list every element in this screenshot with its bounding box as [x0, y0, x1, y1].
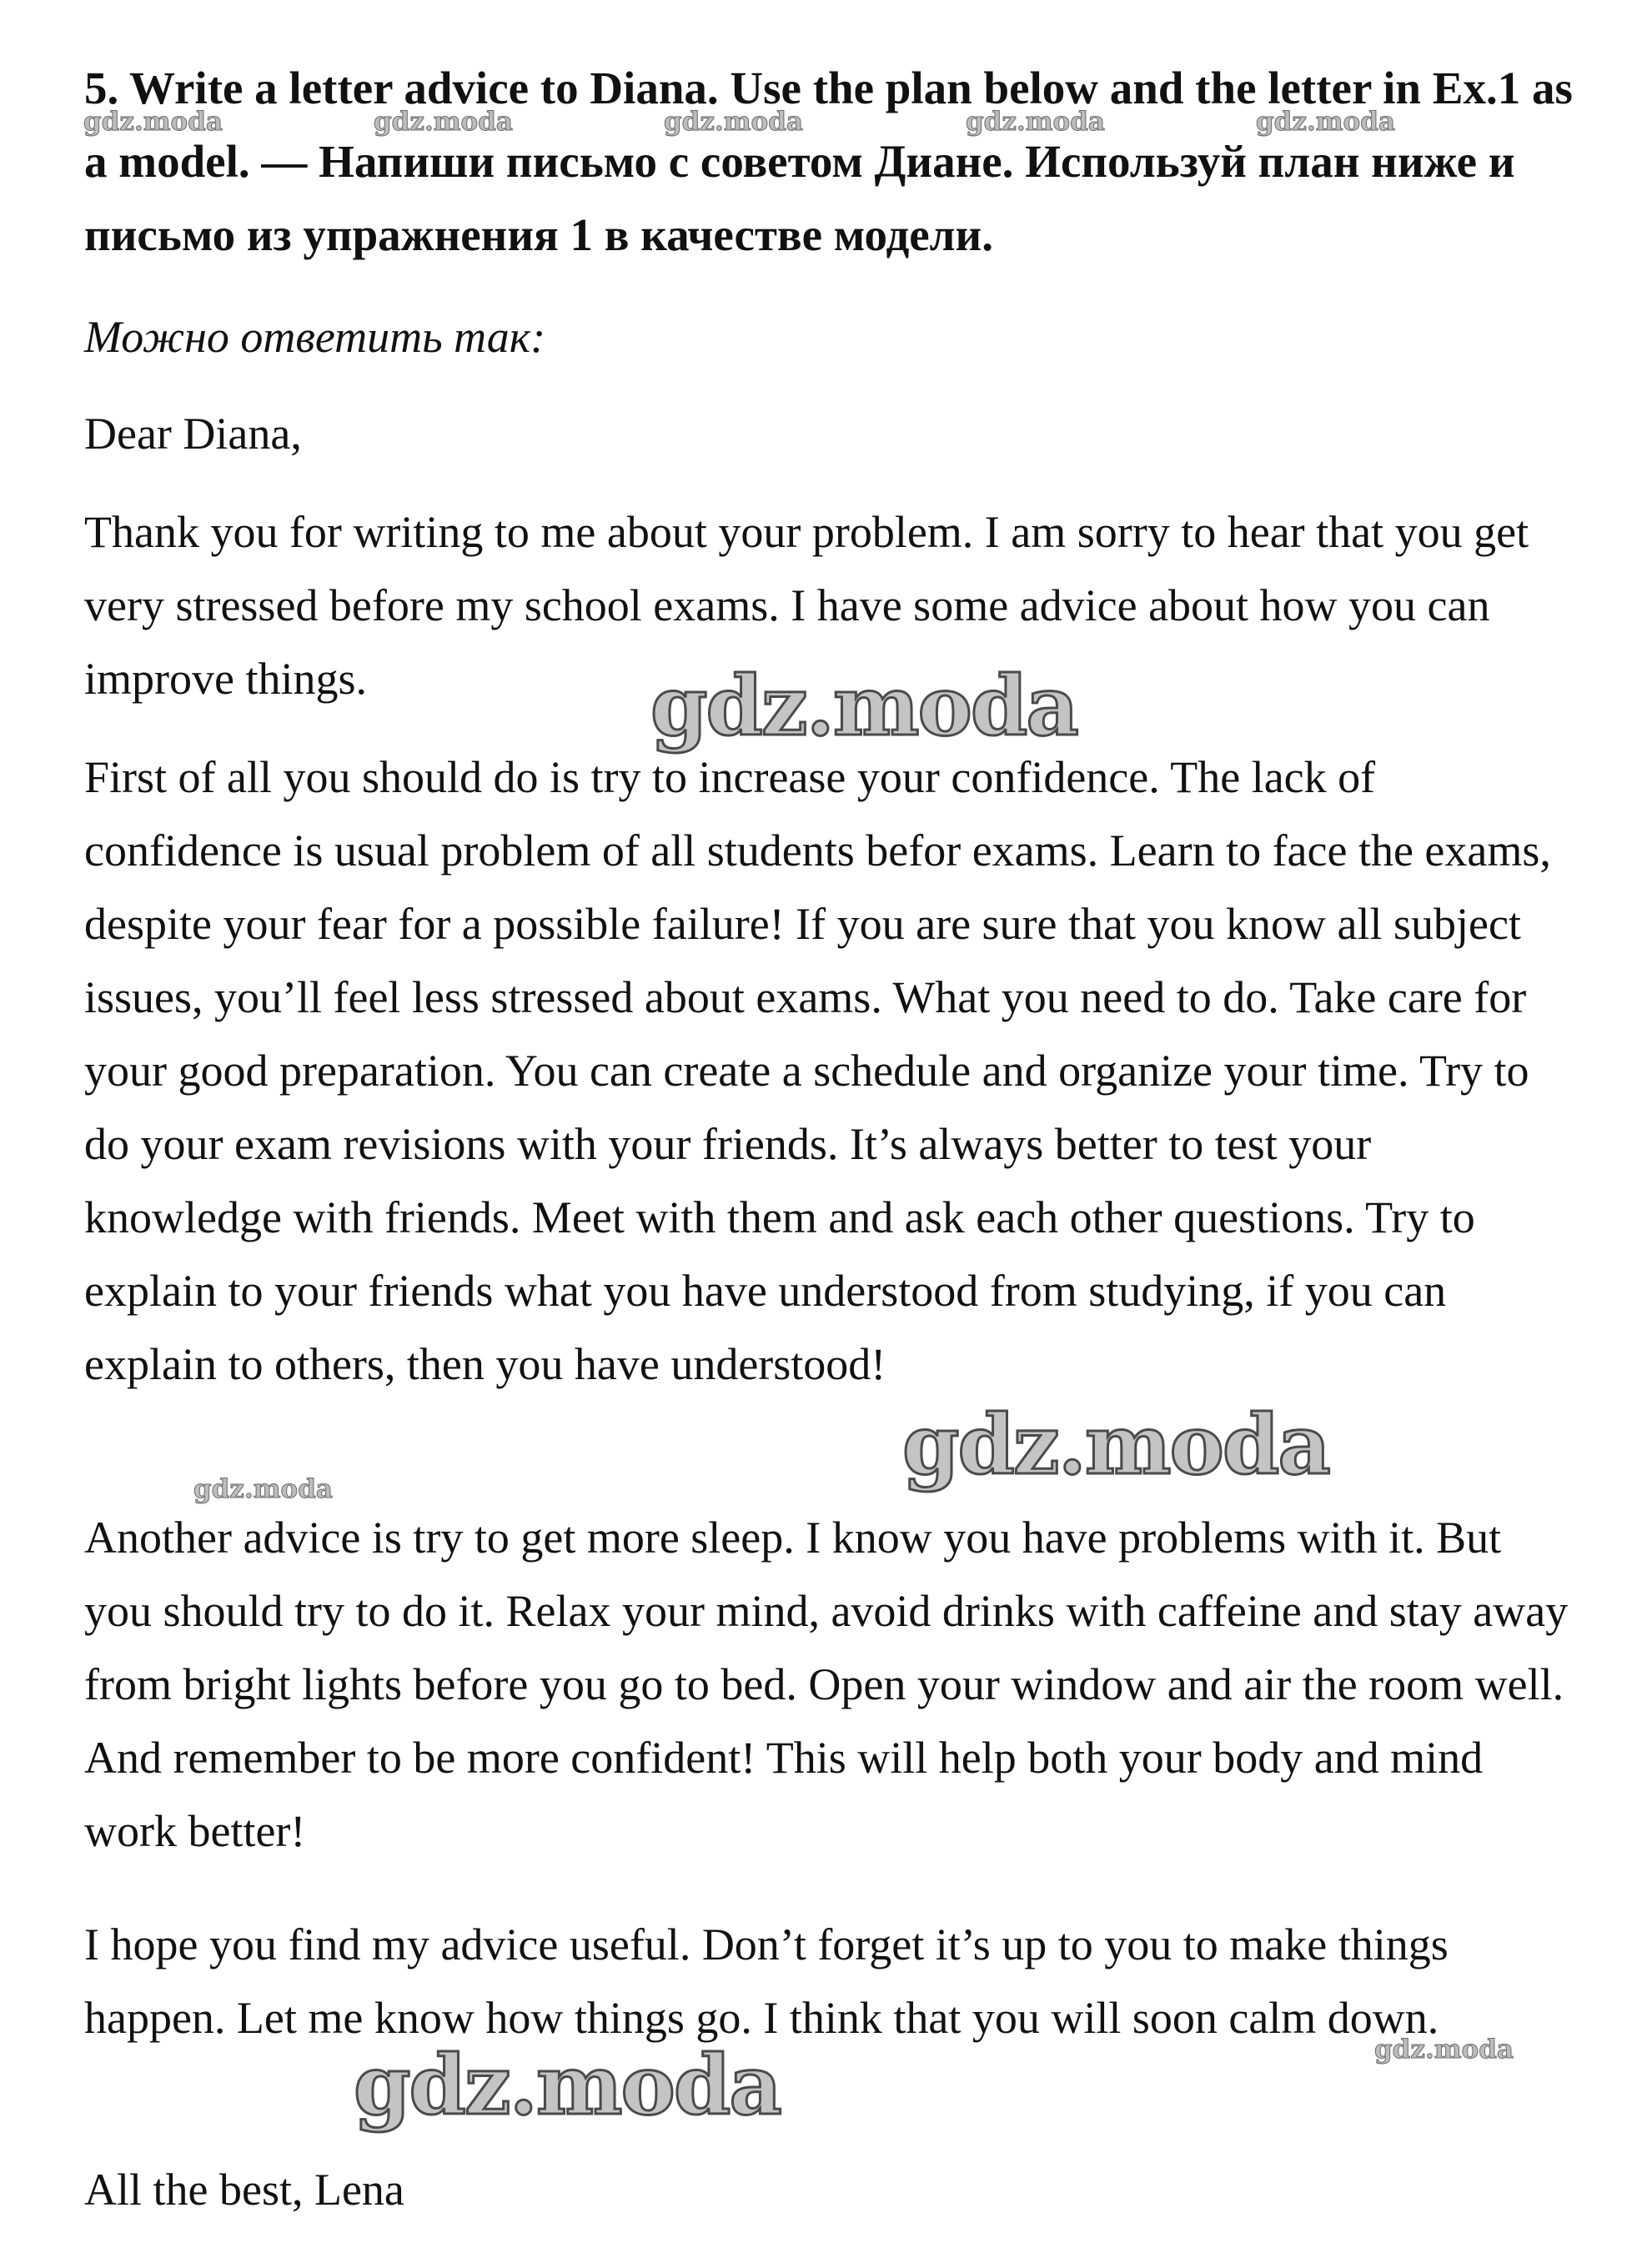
letter-signoff: All the best, Lena: [84, 2165, 404, 2215]
answer-intro: Можно ответить так:: [84, 312, 546, 362]
watermark: gdz.moda: [83, 107, 223, 137]
letter-paragraph-3: Another advice is try to get more sleep. I know you have problems with it. But you should try to do it. Relax your mind, avoid drinks with caffeine and stay away from bright lights before you go to bed. Open your window and air the room well. And remember to be more confident! This will help both your body and mind work better!: [84, 1513, 1569, 1856]
watermark: gdz.moda: [1256, 107, 1395, 137]
letter-paragraph-1: Thank you for writing to me about your problem. I am sorry to hear that you get very stressed before my school exams. I have some advice about how you can improve things.: [84, 507, 1529, 704]
watermark: gdz.moda: [664, 107, 803, 137]
letter-paragraph-4: I hope you find my advice useful. Don’t forget it’s up to you to make things happen. Let me know how things go. I think that you will soon calm down.: [84, 1919, 1449, 2043]
watermark: gdz.moda: [1374, 2035, 1514, 2065]
watermark: gdz.moda: [902, 1397, 1329, 1493]
watermark: gdz.moda: [650, 659, 1077, 755]
watermark: gdz.moda: [966, 107, 1105, 137]
task-heading: 5. Write a letter advice to Diana. Use the plan below and the letter in Ex.1 as a model. — Напиши письмо с советом Диане. Используй план ниже и письмо из упражнения 1 в качестве модели.: [84, 63, 1573, 260]
watermark: gdz.moda: [374, 107, 513, 137]
letter-greeting: Dear Diana,: [84, 409, 302, 459]
watermark: gdz.moda: [193, 1474, 333, 1504]
letter-paragraph-2: First of all you should do is try to increase your confidence. The lack of confidence is usual problem of all students befor exams. Learn to face the exams, despite your fear for a possible failure! If you are sure that you know all subject issues, you’ll feel less stressed about exams. What you need to do. Take care for your good preparation. You can create a schedule and organize your time. Try to do your exam revisions with your friends. It’s always better to test your knowledge with friends. Meet with them and ask each other questions. Try to explain to your friends what you have understood from studying, if you can explain to others, then you have understood!: [84, 752, 1551, 1389]
watermark: gdz.moda: [354, 2038, 781, 2134]
